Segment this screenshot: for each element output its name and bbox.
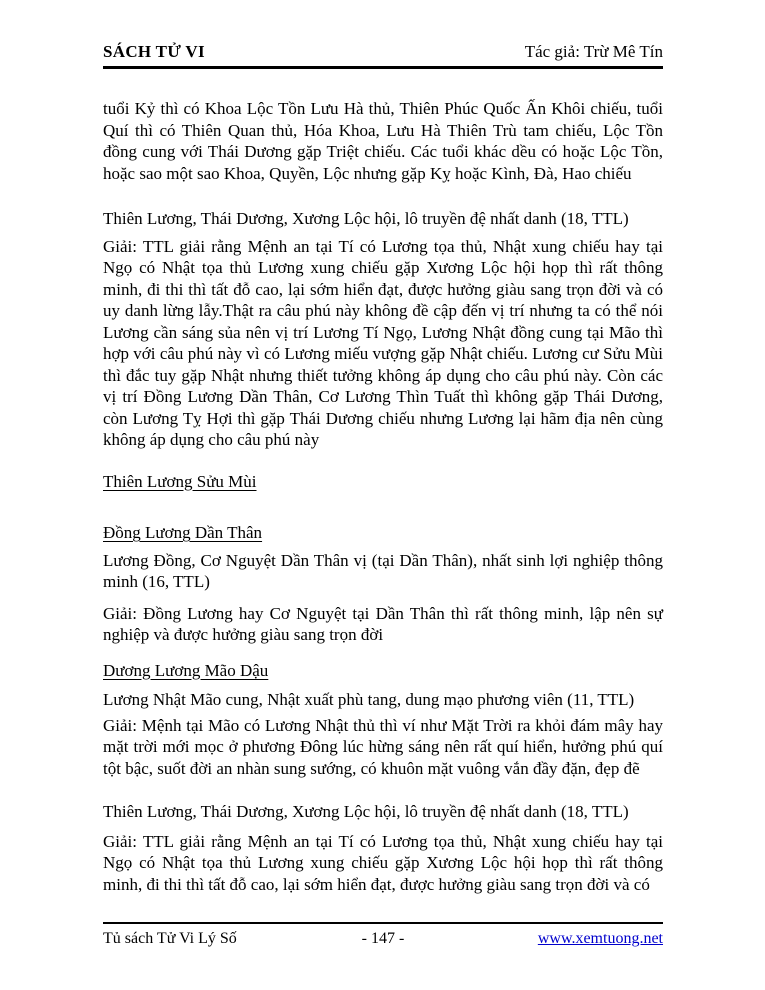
section-heading-duong-luong-mao-dau: Dương Lương Mão Dậu xyxy=(103,660,269,680)
footer-page-number: - 147 - xyxy=(361,930,405,947)
giai-thien-luong-thai-duong-1: Giải: TTL giải rằng Mệnh an tại Tí có Lương tọa thủ, Nhật xung chiếu hay tại Ngọ có Nhật tọa thủ Lương xung chiếu gặp Xương Lộc hội họp thì rất thông minh, đi thi thì tất đỗ cao, lại sớm hiển đạt, được hưởng giàu sang trọn đời và có uy danh lừng lẫy.Thật ra câu phú này không đề cập đến vị trí nhưng ta có thể nói Lương cần sáng sủa nên vị trí Lương Tí Ngọ, Lương Nhật đồng cung tại Mão thì hợp với câu phú này vì có Lương miếu vượng gặp Nhật chiếu. Lương cư Sửu Mùi thì đắc tuy gặp Nhật nhưng thiết tưởng không áp dụng cho câu phú này. Còn các vị trí Đồng Lương Dần Thân, Cơ Lương Thìn Tuất thì không gặp Thái Dương, còn Lương Tỵ Hợi thì gặp Thái Dương chiếu nhưng Lương lại hãm địa nên cùng không áp dụng cho câu phú này xyxy=(103,236,663,449)
giai-dong-luong-dan-than: Giải: Đồng Lương hay Cơ Nguyệt tại Dần Thân thì rất thông minh, lập nên sự nghiệp và được hưởng giàu sang trọn đời xyxy=(103,603,663,644)
giai-duong-luong-mao-dau: Giải: Mệnh tại Mão có Lương Nhật thủ thì ví như Mặt Trời ra khỏi đám mây hay mặt trời mới mọc ở phương Đông lúc hừng sáng nên rất quí hiển, hưởng phú quí tột bậc, suốt đời an nhàn sung sướng, có khuôn mặt vuông vắn đầy đặn, đẹp đẽ xyxy=(103,715,663,778)
phu-dong-luong-dan-than: Lương Đồng, Cơ Nguyệt Dần Thân vị (tại Dần Thân), nhất sinh lợi nghiệp thông minh (16, TTL) xyxy=(103,550,663,591)
phu-thien-luong-thai-duong-2: Thiên Lương, Thái Dương, Xương Lộc hội, lô truyền đệ nhất danh (18, TTL) xyxy=(103,802,629,821)
section-heading-thien-luong-suu-mui: Thiên Lương Sửu Mùi xyxy=(103,471,257,491)
page-content xyxy=(103,0,663,895)
author-credit: Tác giả: Trừ Mê Tín xyxy=(524,42,663,61)
page-header xyxy=(103,42,663,69)
page-footer xyxy=(103,922,663,949)
giai-thien-luong-thai-duong-2: Giải: TTL giải rằng Mệnh an tại Tí có Lương tọa thủ, Nhật xung chiếu hay tại Ngọ có Nhật tọa thủ Lương xung chiếu gặp Xương Lộc hội họp thì rất thông minh, đi thi thì tất đỗ cao, lại sớm hiển đạt, được hưởng giàu sang trọn đời và có xyxy=(103,831,663,894)
book-title: SÁCH TỬ VI xyxy=(103,42,205,61)
section-heading-dong-luong-dan-than: Đồng Lương Dần Thân xyxy=(103,523,263,542)
phu-thien-luong-thai-duong-1: Thiên Lương, Thái Dương, Xương Lộc hội, lô truyền đệ nhất danh (18, TTL) xyxy=(103,209,629,228)
paragraph-tuoi-ky: tuổi Kỷ thì có Khoa Lộc Tồn Lưu Hà thủ, Thiên Phúc Quốc Ấn Khôi chiếu, tuổi Quí thì có Thiên Quan thủ, Hóa Khoa, Lưu Hà Thiên Trù tam chiếu, Lộc Tồn đồng cung với Thái Dương gặp Triệt chiếu. Các tuổi khác dều có hoặc Lộc Tồn, hoặc sao một sao Khoa, Quyền, Lộc nhưng gặp Kỵ hoặc Kình, Đà, Hao chiếu xyxy=(103,99,663,183)
footer-series-title: Tủ sách Tử Vi Lý Số xyxy=(103,930,237,947)
footer-link[interactable]: www.xemtuong.net xyxy=(537,930,663,947)
phu-duong-luong-mao-dau: Lương Nhật Mão cung, Nhật xuất phù tang, dung mạo phương viên (11, TTL) xyxy=(103,690,635,709)
